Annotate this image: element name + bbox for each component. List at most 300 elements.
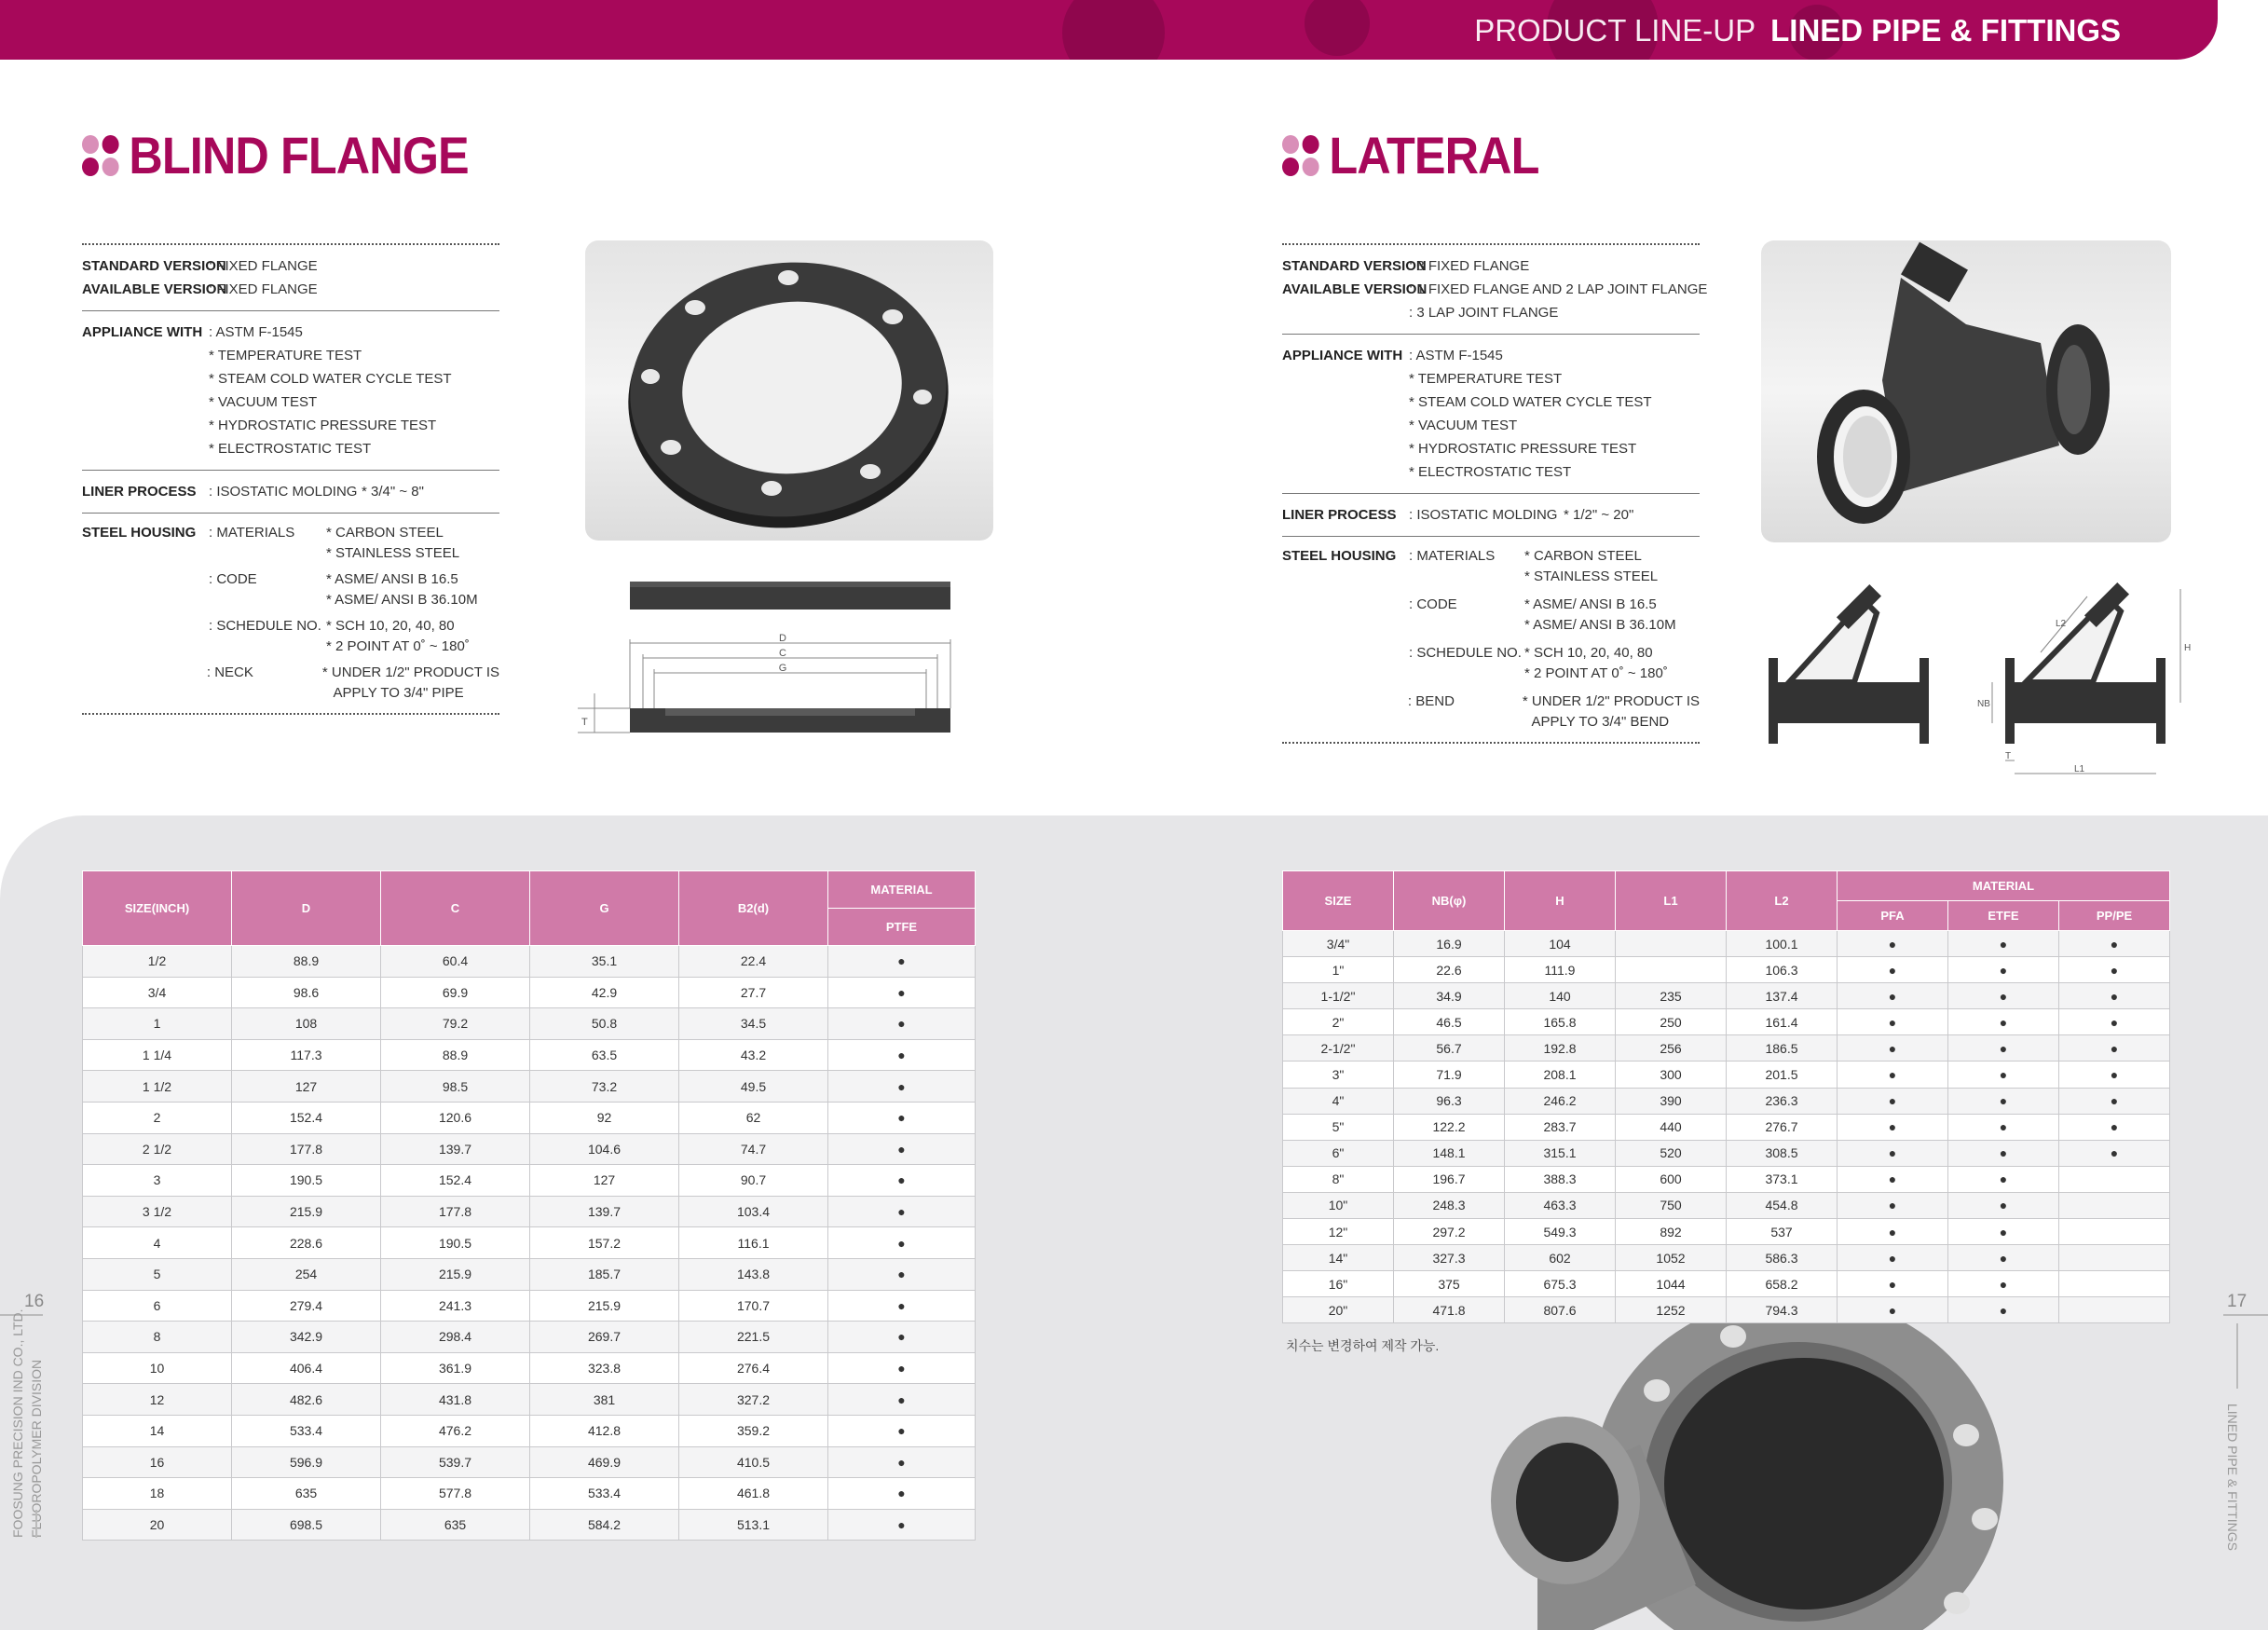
table-cell: ● <box>828 1039 976 1071</box>
table-cell: ● <box>828 1415 976 1446</box>
table-cell: 5 <box>83 1258 232 1290</box>
table-cell: ● <box>1838 1140 1948 1166</box>
table-cell: ● <box>1838 1166 1948 1192</box>
col-header: SIZE(INCH) <box>83 871 232 946</box>
table-cell: ● <box>828 1478 976 1510</box>
table-cell: 16 <box>83 1446 232 1478</box>
table-row <box>1283 1219 2170 1245</box>
table-cell: 327.3 <box>1394 1245 1505 1271</box>
table-cell: 1-1/2" <box>1283 983 1394 1009</box>
table-cell: 1044 <box>1616 1271 1727 1297</box>
table-cell: 103.4 <box>679 1196 828 1227</box>
spec-value: * CARBON STEEL <box>1524 548 1642 564</box>
table-row <box>83 1509 976 1541</box>
blind-flange-table <box>82 870 976 1541</box>
spec-value: * ELECTROSTATIC TEST <box>1409 464 1572 480</box>
table-row <box>83 1196 976 1227</box>
dim-label-l2: L2 <box>2056 619 2067 629</box>
table-cell: ● <box>828 1352 976 1384</box>
spec-value: * 1/2" ~ 20" <box>1564 507 1634 523</box>
table-cell: 108 <box>232 1008 381 1040</box>
spec-value: * STEAM COLD WATER CYCLE TEST <box>1409 394 1652 410</box>
table-cell: ● <box>1838 1271 1948 1297</box>
table-row <box>83 1227 976 1259</box>
spec-value: * VACUUM TEST <box>209 394 318 410</box>
table-row <box>83 1071 976 1103</box>
table-cell: ● <box>828 1509 976 1541</box>
table-cell <box>2059 1219 2170 1245</box>
table-cell: 635 <box>232 1478 381 1510</box>
spec-value: * STAINLESS STEEL <box>326 545 460 561</box>
table-cell: ● <box>1838 957 1948 983</box>
table-cell: 120.6 <box>381 1102 530 1133</box>
table-cell: ● <box>1948 1297 2059 1323</box>
table-cell: ● <box>1948 1009 2059 1035</box>
table-cell: 140 <box>1505 983 1616 1009</box>
table-cell: 388.3 <box>1505 1166 1616 1192</box>
table-cell: 586.3 <box>1727 1245 1838 1271</box>
table-cell: ● <box>828 1384 976 1416</box>
table-cell: 190.5 <box>232 1165 381 1197</box>
col-header: L1 <box>1616 871 1727 931</box>
table-cell: 56.7 <box>1394 1035 1505 1062</box>
dots-icon <box>82 135 119 176</box>
spec-value: : 3 LAP JOINT FLANGE <box>1409 305 1559 321</box>
table-cell: 161.4 <box>1727 1009 1838 1035</box>
lateral-heading <box>1282 125 1539 185</box>
spec-value: : ISOSTATIC MOLDING <box>209 484 358 500</box>
table-cell: 14 <box>83 1415 232 1446</box>
table-cell: 143.8 <box>679 1258 828 1290</box>
table-cell: 8" <box>1283 1166 1394 1192</box>
table-cell: 584.2 <box>530 1509 679 1541</box>
table-cell <box>2059 1192 2170 1218</box>
table-cell: 8 <box>83 1322 232 1353</box>
table-cell: 1/2 <box>83 946 232 978</box>
spec-value: * HYDROSTATIC PRESSURE TEST <box>1409 441 1637 457</box>
material-header: MATERIAL <box>1838 871 2170 901</box>
page-divider-right <box>2223 1314 2268 1316</box>
table-cell: 4" <box>1283 1088 1394 1114</box>
table-cell: 794.3 <box>1727 1297 1838 1323</box>
table-cell <box>2059 1166 2170 1192</box>
col-header: G <box>530 871 679 946</box>
table-cell: 139.7 <box>381 1133 530 1165</box>
header-bar <box>0 0 2218 60</box>
table-cell: 600 <box>1616 1166 1727 1192</box>
table-cell: 22.4 <box>679 946 828 978</box>
table-cell: 577.8 <box>381 1478 530 1510</box>
table-cell: 537 <box>1727 1219 1838 1245</box>
table-row <box>1283 1035 2170 1062</box>
table-cell: 50.8 <box>530 1008 679 1040</box>
col-header: B2(d) <box>679 871 828 946</box>
table-cell: 513.1 <box>679 1509 828 1541</box>
spec-value: * SCH 10, 20, 40, 80 <box>1524 645 1653 661</box>
table-row <box>83 1352 976 1384</box>
table-cell: ● <box>828 1102 976 1133</box>
table-cell: 1 <box>83 1008 232 1040</box>
table-cell: 533.4 <box>530 1478 679 1510</box>
table-cell: 602 <box>1505 1245 1616 1271</box>
header-title <box>1474 13 2121 48</box>
table-row <box>1283 957 2170 983</box>
table-row <box>83 1008 976 1040</box>
table-cell: ● <box>2059 1062 2170 1088</box>
table-cell: 27.7 <box>679 977 828 1008</box>
product-side-text: LINED PIPE & FITTINGS <box>2225 1404 2240 1551</box>
table-cell: 18 <box>83 1478 232 1510</box>
table-row <box>83 1133 976 1165</box>
spec-label: STANDARD VERSION <box>1282 258 1427 274</box>
table-cell: 122.2 <box>1394 1114 1505 1140</box>
col-header: D <box>232 871 381 946</box>
table-cell: 192.8 <box>1505 1035 1616 1062</box>
blind-flange-heading <box>82 125 469 185</box>
table-cell: 20" <box>1283 1297 1394 1323</box>
table-cell: 2 <box>83 1102 232 1133</box>
dim-label-nb: NB <box>1977 699 1990 709</box>
col-header: H <box>1505 871 1616 931</box>
table-cell: 3 <box>83 1165 232 1197</box>
table-cell: 297.2 <box>1394 1219 1505 1245</box>
table-cell: 250 <box>1616 1009 1727 1035</box>
table-cell: 323.8 <box>530 1352 679 1384</box>
blind-flange-table-body <box>83 946 976 1541</box>
spec-value: : FIXED FLANGE <box>209 258 318 274</box>
spec-value: : 1 FIXED FLANGE AND 2 LAP JOINT FLANGE <box>1409 281 1708 297</box>
table-cell: 276.4 <box>679 1352 828 1384</box>
table-cell: 157.2 <box>530 1227 679 1259</box>
table-cell: ● <box>828 946 976 978</box>
lateral-title: LATERAL <box>1329 126 1539 185</box>
table-cell: 116.1 <box>679 1227 828 1259</box>
table-row <box>83 1165 976 1197</box>
col-header: L2 <box>1727 871 1838 931</box>
table-cell: 1" <box>1283 957 1394 983</box>
table-cell: 215.9 <box>381 1258 530 1290</box>
spec-value: * TEMPERATURE TEST <box>209 348 362 363</box>
table-cell: 79.2 <box>381 1008 530 1040</box>
table-cell: 461.8 <box>679 1478 828 1510</box>
spec-value: * 3/4" ~ 8" <box>362 484 424 500</box>
table-cell: 127 <box>232 1071 381 1103</box>
table-cell: 431.8 <box>381 1384 530 1416</box>
table-cell: 16.9 <box>1394 931 1505 957</box>
material-col-header: PTFE <box>828 909 976 946</box>
table-cell: 170.7 <box>679 1290 828 1322</box>
table-cell: 476.2 <box>381 1415 530 1446</box>
table-cell: ● <box>2059 983 2170 1009</box>
table-cell: 137.4 <box>1727 983 1838 1009</box>
table-cell: 254 <box>232 1258 381 1290</box>
spec-value: * CARBON STEEL <box>326 525 444 541</box>
table-cell: 63.5 <box>530 1039 679 1071</box>
table-cell: 46.5 <box>1394 1009 1505 1035</box>
table-cell: 342.9 <box>232 1322 381 1353</box>
table-cell <box>2059 1297 2170 1323</box>
table-cell: 165.8 <box>1505 1009 1616 1035</box>
table-row <box>83 1258 976 1290</box>
table-cell: 549.3 <box>1505 1219 1616 1245</box>
table-cell: 390 <box>1616 1088 1727 1114</box>
blind-flange-image <box>585 240 993 541</box>
table-cell: ● <box>828 1446 976 1478</box>
table-cell: 60.4 <box>381 946 530 978</box>
table-cell: 62 <box>679 1102 828 1133</box>
table-cell <box>1616 931 1727 957</box>
table-cell: 106.3 <box>1727 957 1838 983</box>
table-cell: 186.5 <box>1727 1035 1838 1062</box>
table-cell: ● <box>828 977 976 1008</box>
table-row <box>83 1039 976 1071</box>
table-cell: 236.3 <box>1727 1088 1838 1114</box>
table-row <box>1283 1009 2170 1035</box>
table-cell: 533.4 <box>232 1415 381 1446</box>
table-cell: 359.2 <box>679 1415 828 1446</box>
dim-label-h: H <box>2184 643 2192 653</box>
table-cell: ● <box>828 1165 976 1197</box>
table-cell: 327.2 <box>679 1384 828 1416</box>
table-cell: 34.5 <box>679 1008 828 1040</box>
table-cell: 892 <box>1616 1219 1727 1245</box>
table-cell: 88.9 <box>232 946 381 978</box>
lateral-table-body <box>1283 931 2170 1323</box>
table-cell: ● <box>2059 1035 2170 1062</box>
table-cell: 22.6 <box>1394 957 1505 983</box>
table-cell: ● <box>1948 1035 2059 1062</box>
table-cell: 190.5 <box>381 1227 530 1259</box>
table-cell: 14" <box>1283 1245 1394 1271</box>
table-cell: ● <box>828 1290 976 1322</box>
table-cell: 98.6 <box>232 977 381 1008</box>
material-header: MATERIAL <box>828 871 976 909</box>
spec-label: STEEL HOUSING <box>82 525 197 541</box>
table-row <box>83 1384 976 1416</box>
table-cell: 148.1 <box>1394 1140 1505 1166</box>
table-cell: 1 1/2 <box>83 1071 232 1103</box>
table-row <box>1283 1166 2170 1192</box>
table-cell <box>1616 957 1727 983</box>
spec-value: * 2 POINT AT 0˚ ~ 180˚ <box>326 638 470 654</box>
table-cell: 12 <box>83 1384 232 1416</box>
spec-value: * HYDROSTATIC PRESSURE TEST <box>209 418 437 433</box>
table-cell: 100.1 <box>1727 931 1838 957</box>
table-cell: 3" <box>1283 1062 1394 1088</box>
lateral-flange-photo <box>1482 1323 2152 1630</box>
table-cell: ● <box>1948 1245 2059 1271</box>
dim-label-d: D <box>779 633 786 644</box>
table-cell: ● <box>1948 1271 2059 1297</box>
blind-flange-spec <box>82 243 499 715</box>
spec-label: STEEL HOUSING <box>1282 548 1397 564</box>
table-cell: ● <box>2059 1088 2170 1114</box>
lateral-spec <box>1282 243 1708 744</box>
dim-label-g: G <box>778 663 787 674</box>
table-cell: ● <box>828 1008 976 1040</box>
table-cell: 111.9 <box>1505 957 1616 983</box>
table-cell: 16" <box>1283 1271 1394 1297</box>
table-cell: 381 <box>530 1384 679 1416</box>
table-cell: 12" <box>1283 1219 1394 1245</box>
spec-label: STANDARD VERSION <box>82 258 226 274</box>
spec-value: : ASTM F-1545 <box>209 324 303 340</box>
dots-icon <box>1282 135 1319 176</box>
spec-value: : MATERIALS <box>209 525 295 541</box>
table-cell: ● <box>1838 931 1948 957</box>
table-cell: 201.5 <box>1727 1062 1838 1088</box>
table-cell: 152.4 <box>381 1165 530 1197</box>
table-cell: 246.2 <box>1505 1088 1616 1114</box>
table-cell: 276.7 <box>1727 1114 1838 1140</box>
table-cell: 117.3 <box>232 1039 381 1071</box>
table-row <box>83 1322 976 1353</box>
table-row <box>1283 1297 2170 1323</box>
table-cell: ● <box>1948 931 2059 957</box>
table-cell: 73.2 <box>530 1071 679 1103</box>
spec-label: AVAILABLE VERSION <box>1282 281 1428 297</box>
spec-label: APPLIANCE WITH <box>1282 348 1403 363</box>
table-cell: 221.5 <box>679 1322 828 1353</box>
table-cell: ● <box>1948 1062 2059 1088</box>
table-cell: 215.9 <box>232 1196 381 1227</box>
company-name: FOOSUNG PRECISION IND CO., LTD. <box>10 1308 25 1538</box>
table-cell: 440 <box>1616 1114 1727 1140</box>
spec-value: * SCH 10, 20, 40, 80 <box>326 618 455 634</box>
table-cell <box>2059 1245 2170 1271</box>
header-subtitle: PRODUCT LINE-UP <box>1474 13 1756 48</box>
dim-label-l1: L1 <box>2074 764 2085 774</box>
table-cell: 177.8 <box>381 1196 530 1227</box>
blind-flange-photo <box>585 240 993 541</box>
table-cell: 90.7 <box>679 1165 828 1197</box>
table-cell: 406.4 <box>232 1352 381 1384</box>
table-cell: ● <box>1838 1219 1948 1245</box>
table-cell: 675.3 <box>1505 1271 1616 1297</box>
table-cell: 300 <box>1616 1062 1727 1088</box>
table-cell: 1 1/4 <box>83 1039 232 1071</box>
spec-value: * UNDER 1/2" PRODUCT IS <box>1522 693 1700 709</box>
table-cell: ● <box>2059 957 2170 983</box>
spec-value: * STEAM COLD WATER CYCLE TEST <box>209 371 452 387</box>
table-row <box>1283 1088 2170 1114</box>
spec-value: : NECK <box>206 664 253 680</box>
dimension-note: 치수는 변경하여 제작 가능. <box>1286 1338 1440 1353</box>
spec-value: * TEMPERATURE TEST <box>1409 371 1563 387</box>
table-cell: 5" <box>1283 1114 1394 1140</box>
spec-value: * ASME/ ANSI B 16.5 <box>1524 596 1657 612</box>
table-cell: ● <box>1948 1114 2059 1140</box>
table-cell: 20 <box>83 1509 232 1541</box>
table-cell: 315.1 <box>1505 1140 1616 1166</box>
table-cell: 482.6 <box>232 1384 381 1416</box>
table-cell: 88.9 <box>381 1039 530 1071</box>
table-cell: 463.3 <box>1505 1192 1616 1218</box>
spec-value: * STAINLESS STEEL <box>1524 568 1659 584</box>
spec-value: * UNDER 1/2" PRODUCT IS <box>321 664 499 680</box>
page-number-left: 16 <box>24 1292 45 1311</box>
table-cell: 412.8 <box>530 1415 679 1446</box>
table-cell: 104 <box>1505 931 1616 957</box>
table-cell: 3 1/2 <box>83 1196 232 1227</box>
table-cell: 104.6 <box>530 1133 679 1165</box>
table-cell: ● <box>1838 1245 1948 1271</box>
spec-label: LINER PROCESS <box>1282 507 1397 523</box>
table-cell: ● <box>1838 1009 1948 1035</box>
lateral-image <box>1761 240 2171 542</box>
table-cell: ● <box>1838 1192 1948 1218</box>
spec-value: : FIXED FLANGE <box>209 281 318 297</box>
table-cell: 208.1 <box>1505 1062 1616 1088</box>
table-cell: 139.7 <box>530 1196 679 1227</box>
table-row <box>83 1478 976 1510</box>
table-cell: 1252 <box>1616 1297 1727 1323</box>
table-cell: 96.3 <box>1394 1088 1505 1114</box>
spec-label: LINER PROCESS <box>82 484 197 500</box>
table-cell: ● <box>1838 1062 1948 1088</box>
table-cell: 74.7 <box>679 1133 828 1165</box>
table-cell: 283.7 <box>1505 1114 1616 1140</box>
dim-label-t: T <box>581 717 588 728</box>
table-cell: ● <box>1838 1035 1948 1062</box>
table-row <box>1283 1062 2170 1088</box>
table-cell: ● <box>828 1071 976 1103</box>
table-cell: ● <box>2059 1114 2170 1140</box>
table-cell: 4 <box>83 1227 232 1259</box>
table-cell: 196.7 <box>1394 1166 1505 1192</box>
table-cell: 698.5 <box>232 1509 381 1541</box>
table-cell: 98.5 <box>381 1071 530 1103</box>
spec-value: * VACUUM TEST <box>1409 418 1518 433</box>
table-cell: 42.9 <box>530 977 679 1008</box>
dim-label-t: T <box>2005 751 2012 761</box>
dim-label-c: C <box>779 648 786 659</box>
spec-value: : BEND <box>1407 693 1455 709</box>
table-cell: 92 <box>530 1102 679 1133</box>
table-cell: ● <box>828 1196 976 1227</box>
spec-label: AVAILABLE VERSION <box>82 281 227 297</box>
table-cell: 635 <box>381 1509 530 1541</box>
table-cell: 10 <box>83 1352 232 1384</box>
table-cell: 185.7 <box>530 1258 679 1290</box>
lateral-photo <box>1761 240 2171 542</box>
division-name: FLUOROPOLYMER DIVISION <box>29 1359 44 1538</box>
table-cell: 215.9 <box>530 1290 679 1322</box>
page-number-right: 17 <box>2227 1292 2248 1311</box>
spec-value: APPLY TO 3/4" PIPE <box>326 685 464 701</box>
table-cell: 539.7 <box>381 1446 530 1478</box>
table-cell: 279.4 <box>232 1290 381 1322</box>
spec-value: : 3 FIXED FLANGE <box>1409 258 1530 274</box>
blind-flange-title: BLIND FLANGE <box>129 126 469 185</box>
table-cell: 152.4 <box>232 1102 381 1133</box>
table-cell: 308.5 <box>1727 1140 1838 1166</box>
company-side-text <box>9 1308 26 1538</box>
table-cell: 298.4 <box>381 1322 530 1353</box>
table-cell: ● <box>2059 931 2170 957</box>
table-cell: 69.9 <box>381 977 530 1008</box>
spec-value: : ASTM F-1545 <box>1409 348 1503 363</box>
table-cell: ● <box>1838 983 1948 1009</box>
header-main-title: LINED PIPE & FITTINGS <box>1770 13 2121 48</box>
table-cell: ● <box>1948 1140 2059 1166</box>
table-cell: 10" <box>1283 1192 1394 1218</box>
material-col-header: ETFE <box>1948 901 2059 931</box>
table-cell: 807.6 <box>1505 1297 1616 1323</box>
table-cell: 2-1/2" <box>1283 1035 1394 1062</box>
spec-label: APPLIANCE WITH <box>82 324 203 340</box>
table-row <box>1283 983 2170 1009</box>
